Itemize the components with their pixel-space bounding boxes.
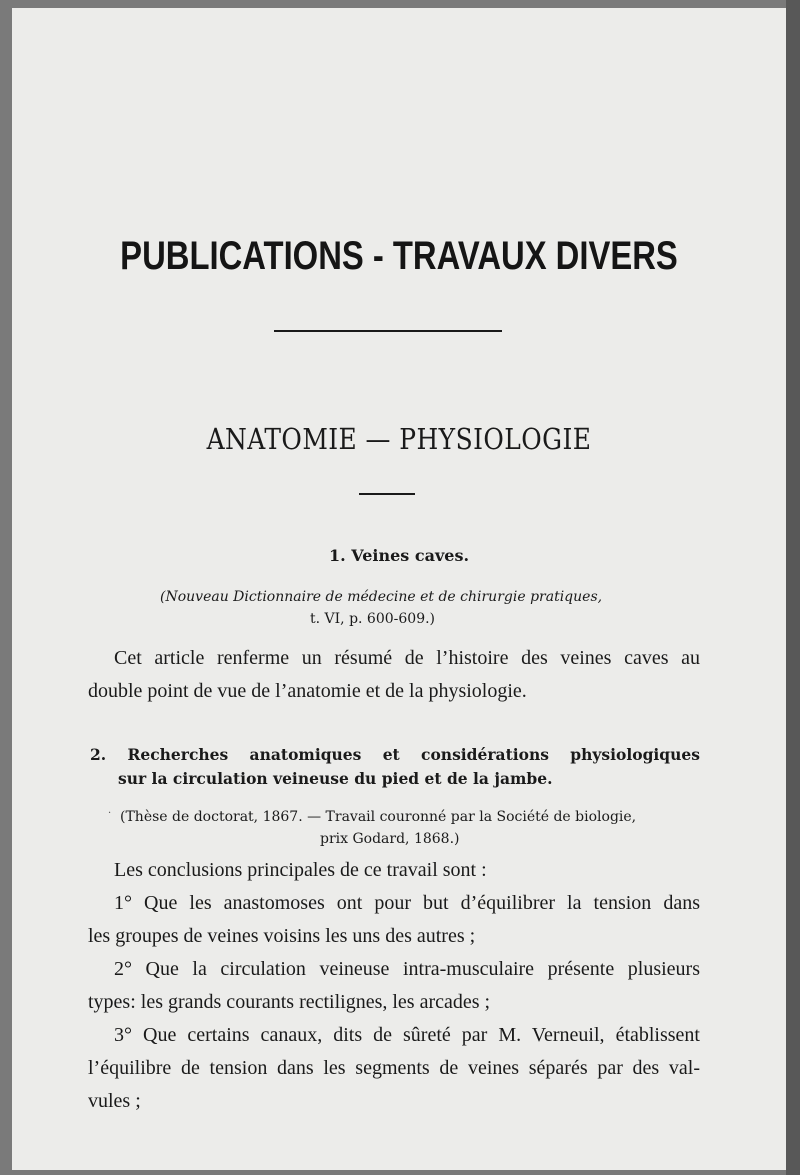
page-edge-shadow — [786, 0, 800, 1175]
section-rule — [359, 493, 415, 495]
entry-2-reference — [120, 806, 680, 850]
entry-1-body-line-1: Cet article renferme un résumé de l’histoire des veines caves au — [114, 647, 700, 669]
title-rule — [274, 330, 502, 332]
entry-1-ref-line-2: t. VI, p. 600-609.) — [310, 611, 436, 627]
margin-mark: · — [108, 808, 112, 819]
entry-1-heading: 1. Veines caves. — [328, 546, 470, 565]
document-page — [12, 8, 786, 1170]
entry-2-body-line-2: 1° Que les anastomoses ont pour but d’équilibrer la tension dans — [114, 892, 700, 914]
entry-1-body — [88, 642, 700, 708]
entry-2-heading — [90, 743, 700, 791]
entry-1-ref-line-1: (Nouveau Dictionnaire de médecine et de chirurgie pratiques, — [160, 589, 603, 605]
entry-2-body-line-7: l’équilibre de tension dans les segments de veines séparés par des val- — [88, 1057, 700, 1079]
entry-2-body-line-1: Les conclusions principales de ce travail sont : — [114, 859, 487, 881]
entry-2-heading-line-2: sur la circulation veineuse du pied et de la jambe. — [118, 769, 553, 788]
entry-2-body — [88, 854, 700, 1118]
entry-2-body-line-5: types: les grands courants rectilignes, les arcades ; — [88, 991, 491, 1013]
entry-2-body-line-4: 2° Que la circulation veineuse intra-musculaire présente plusieurs — [114, 958, 700, 980]
main-title: PUBLICATIONS - TRAVAUX DIVERS — [120, 234, 678, 278]
entry-2-body-line-8: vules ; — [88, 1090, 141, 1112]
entry-2-ref-line-2: prix Godard, 1868.) — [320, 831, 460, 847]
entry-2-heading-line-1: 2. Recherches anatomiques et considérations physiologiques — [90, 745, 700, 764]
entry-2-ref-line-1: (Thèse de doctorat, 1867. — Travail couronné par la Société de biologie, — [120, 809, 637, 825]
entry-2-body-line-6: 3° Que certains canaux, dits de sûreté par M. Verneuil, établissent — [114, 1024, 700, 1046]
entry-2-body-line-3: les groupes de veines voisins les uns des autres ; — [88, 925, 476, 947]
entry-1-body-line-2: double point de vue de l’anatomie et de la physiologie. — [88, 680, 527, 702]
section-title: ANATOMIE — PHYSIOLOGIE — [206, 422, 592, 456]
entry-1-reference — [160, 586, 630, 630]
